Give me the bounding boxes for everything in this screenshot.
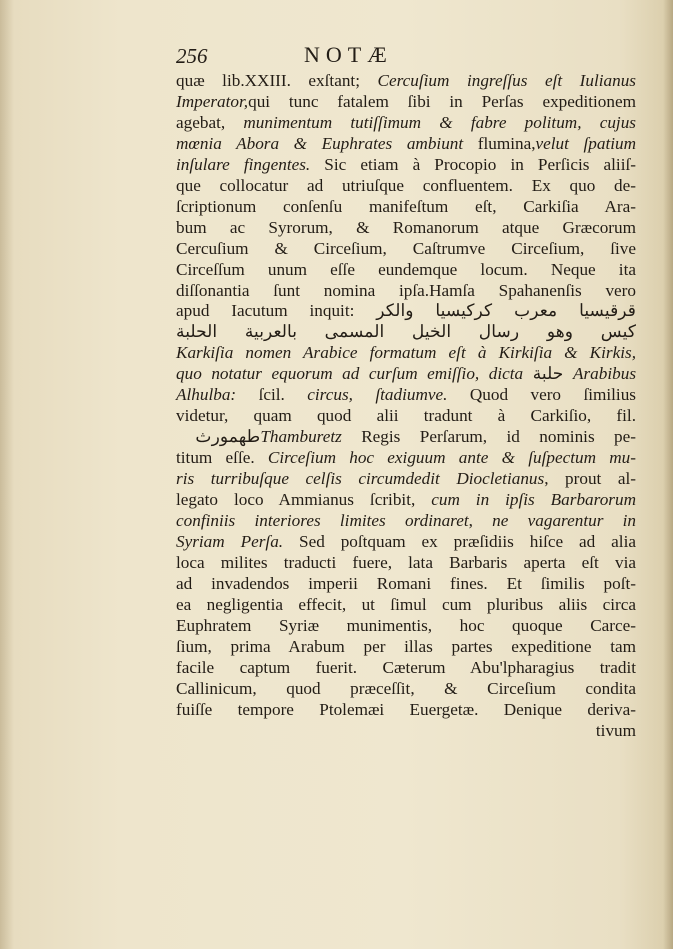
text-line (176, 176, 636, 197)
text-span: que collocatur ad utriuſque confluentem. Ex quo de- (176, 175, 636, 195)
text-span: ea negligentia effecit, ut ſimul cum pluribus aliis circa (176, 594, 636, 614)
text-line (176, 301, 636, 322)
text-span: loca milites traducti fuere, lata Barbaris aperta eſt via (176, 552, 636, 572)
text-line (176, 637, 636, 658)
text-span: Cercuſium & Circeſium, Caſtrumve Circeſium, ſive (176, 238, 636, 258)
arabic-text: حلبة (523, 364, 573, 384)
text-line (176, 490, 636, 511)
text-line (176, 92, 636, 113)
text-line (176, 469, 636, 490)
italic-text: Syriam Perſa. (176, 531, 284, 551)
text-span: diſſonantia ſunt nomina ipſa.Hamſa Spahanenſis vero (176, 280, 636, 300)
italic-text: velut ſpatium (535, 133, 637, 153)
text-line (176, 155, 636, 176)
text-line (176, 658, 636, 679)
text-line (176, 322, 636, 343)
italic-text: circus, ſtadiumve. (307, 385, 448, 405)
italic-text: Karkiſia nomen Arabice formatum eſt à Kirkiſia & Kirkis, (176, 343, 636, 363)
text-line (176, 679, 636, 700)
italic-text: confiniis interiores limites ordinaret (176, 511, 469, 531)
text-span: titum eſſe. (176, 448, 268, 468)
italic-text: Alhulba: (176, 385, 237, 405)
text-span: ſium, prima Arabum per illas partes expeditione tam (176, 636, 636, 656)
arabic-text: طهمورث (176, 427, 261, 447)
text-span: flumina, (463, 133, 536, 153)
text-line (176, 113, 636, 134)
text-line (176, 197, 636, 218)
text-line (176, 574, 636, 595)
text-span: Sed poſtquam ex præſidiis hiſce ad alia (283, 531, 636, 551)
text-line (176, 721, 636, 742)
text-span: videtur, quam quod alii tradunt à Carkiſio, fil. (176, 406, 636, 426)
italic-text: cum in ipſis Barbarorum (431, 490, 636, 510)
italic-text: Arabibus (572, 364, 637, 384)
text-span: bum ac Syrorum, & Romanorum atque Græcorum (176, 217, 636, 237)
italic-text: inſulare fingentes. (176, 154, 311, 174)
text-span: quæ lib.XXIII. exſtant; (176, 71, 378, 90)
text-span: facile captum fuerit. Cæterum Abu'lpharagius tradit (176, 657, 636, 677)
text-line (176, 448, 636, 469)
text-span: fuiſſe tempore Ptolemæi Euergetæ. Denique deriva- (176, 699, 636, 719)
running-head: NOTÆ (304, 42, 393, 67)
text-span: Circeſſum unum eſſe eundemque locum. Neque ita (176, 259, 636, 279)
page-number: 256 (176, 44, 208, 68)
italic-text: ne vagarentur in (492, 511, 636, 531)
text-line (176, 406, 636, 427)
text-line (176, 260, 636, 281)
text-line (176, 343, 636, 364)
text-span: ſcriptionum conſenſu manifeſtum eſt, Carkiſia Ara- (176, 196, 636, 216)
italic-text: quo notatur equorum ad curſum emiſſio, dicta (176, 364, 524, 384)
text-span: Regis Perſarum, id nominis pe- (341, 427, 636, 447)
text-line (176, 239, 636, 260)
text-span: agebat, (176, 112, 244, 132)
text-line (176, 553, 636, 574)
text-span: qui tunc fatalem ſibi in Perſas expeditionem (248, 91, 636, 111)
text-span: , (468, 511, 493, 531)
text-line (176, 385, 636, 406)
text-line (176, 616, 636, 637)
text-line (176, 281, 636, 302)
arabic-text: كيس وهو رسال الخيل المسمى بالعربية الحلبة (176, 322, 636, 342)
text-span: Sic etiam à Procopio in Perſicis aliiſ- (310, 154, 636, 174)
text-line (176, 364, 636, 385)
page-header (176, 44, 636, 68)
text-line (176, 134, 636, 155)
italic-text: Circeſium hoc exiguum ante & ſuſpectum mu- (267, 448, 636, 468)
text-line (176, 218, 636, 239)
text-line (176, 427, 636, 448)
italic-text: Imperator, (176, 91, 249, 111)
text-line (176, 595, 636, 616)
text-span: , prout al- (544, 469, 636, 489)
text-span: tivum (595, 720, 636, 740)
text-span: Callinicum, quod præceſſit, & Circeſium condita (176, 678, 636, 698)
text-span: Euphratem Syriæ munimentis, hoc quoque Carce- (176, 615, 636, 635)
italic-text: Cercuſium ingreſſus eſt Iulianus (377, 71, 636, 90)
italic-text: ris turribuſque celſis circumdedit Diocletianus (176, 469, 545, 489)
arabic-text: قرقيسيا معرب كركيسيا والكر (376, 301, 636, 321)
page-edge-shadow (663, 0, 673, 949)
text-line (176, 71, 636, 92)
text-line (176, 532, 636, 553)
text-block (176, 71, 636, 742)
page-gutter-shadow (0, 0, 14, 949)
italic-text: Thamburetz (260, 427, 342, 447)
text-line (176, 700, 636, 721)
text-span: ad invadendos imperii Romani fines. Et ſimilis poſt- (176, 573, 636, 593)
text-span: apud Iacutum inquit: (176, 301, 377, 321)
text-span: legato loco Ammianus ſcribit, (176, 490, 432, 510)
italic-text: munimentum tutiſſimum & fabre politum, cujus (243, 112, 636, 132)
italic-text: mœnia Abora & Euphrates ambiunt (176, 133, 464, 153)
text-line (176, 511, 636, 532)
text-span: Quod vero ſimilius (447, 385, 636, 405)
text-span: ſcil. (236, 385, 308, 405)
